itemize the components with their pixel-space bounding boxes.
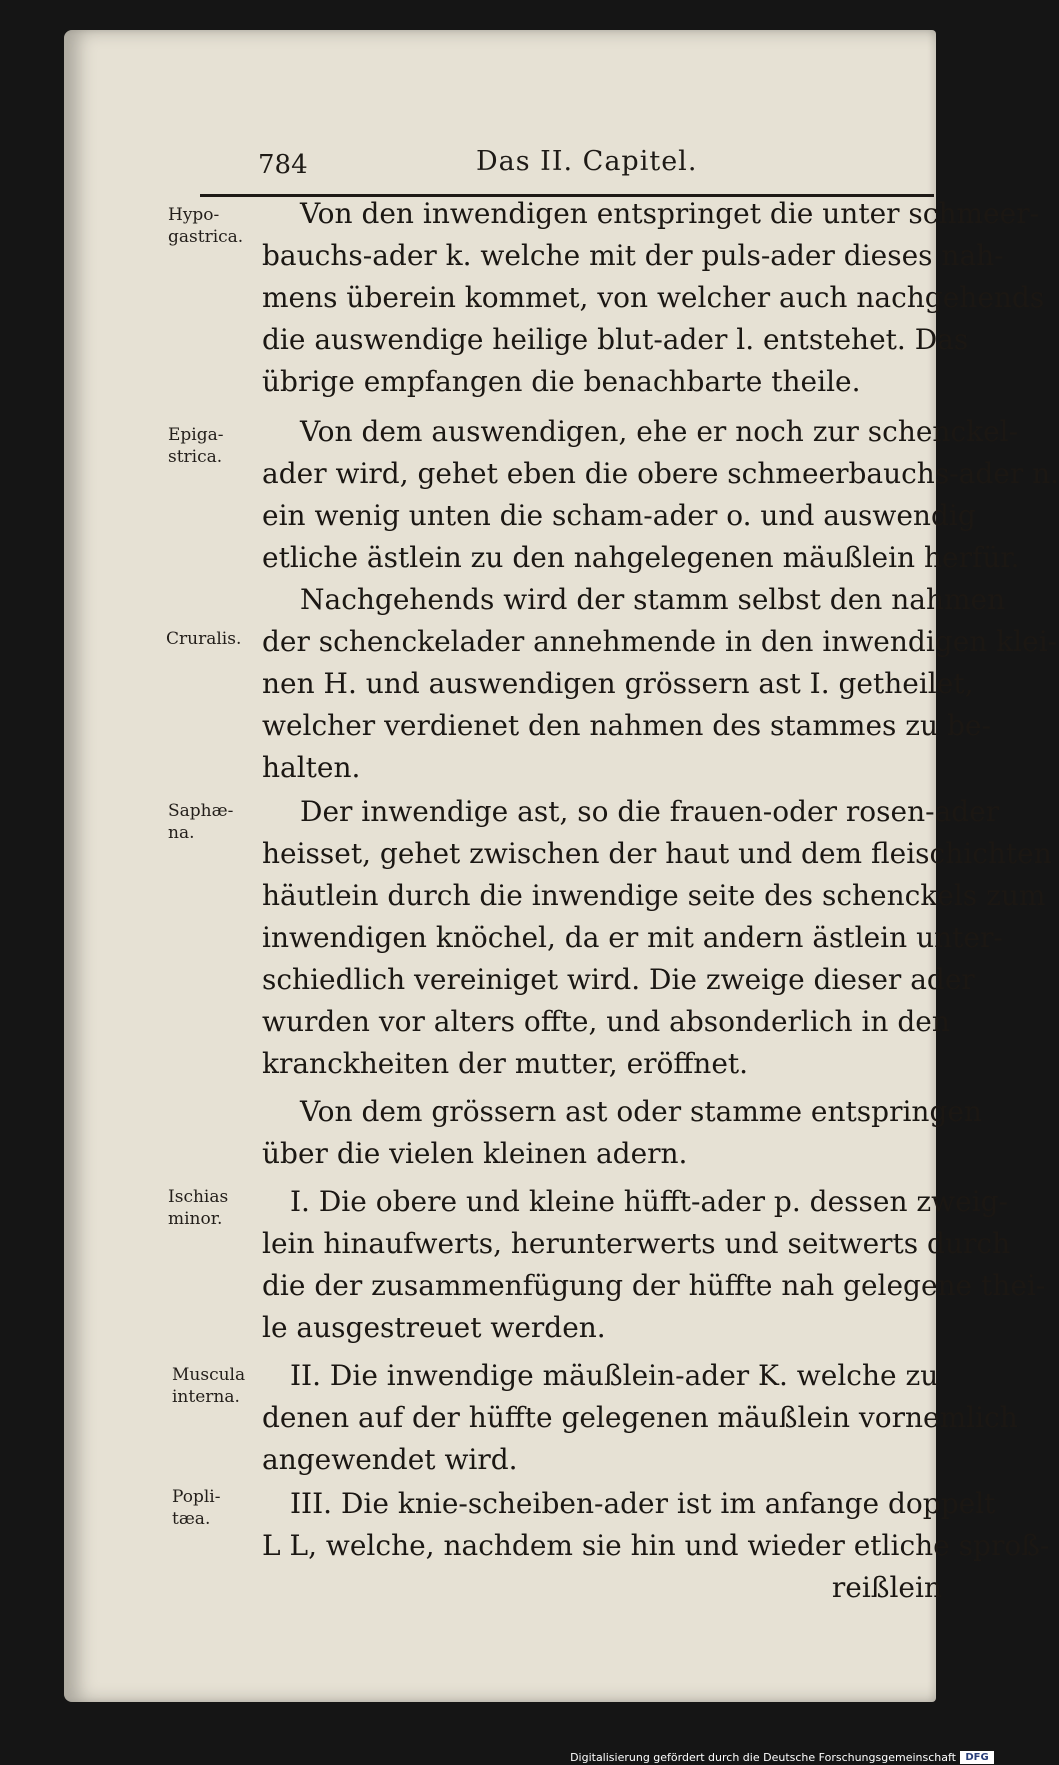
margin-note: Popli- tæa. <box>172 1487 221 1529</box>
catchword: reißlein <box>831 1571 942 1604</box>
margin-note: Epiga- strica. <box>168 425 224 467</box>
body-line: mens überein kommet, von welcher auch nachgehends <box>262 281 1045 314</box>
footer-credit: Digitalisierung gefördert durch die Deutsche Forschungsgemeinschaft <box>570 1751 956 1764</box>
body-line: le ausgestreuet werden. <box>262 1311 606 1344</box>
body-line: Der inwendige ast, so die frauen-oder rosen-ader <box>300 795 1000 828</box>
body-line: I. Die obere und kleine hüfft-ader p. dessen zweig- <box>290 1185 1009 1218</box>
footer-bar <box>0 1750 1000 1765</box>
page-number: 784 <box>258 150 308 180</box>
body-line: III. Die knie-scheiben-ader ist im anfange doppelt <box>290 1487 996 1520</box>
body-line: häutlein durch die inwendige seite des schenckels zum <box>262 879 1046 912</box>
body-line: II. Die inwendige mäußlein-ader K. welche zu <box>290 1359 939 1392</box>
body-line: kranckheiten der mutter, eröffnet. <box>262 1047 749 1080</box>
body-line: bauchs-ader k. welche mit der puls-ader dieses nah- <box>262 239 1004 272</box>
margin-note: Hypo- gastrica. <box>168 205 244 247</box>
body-line: Von dem auswendigen, ehe er noch zur schenckel- <box>300 415 1019 448</box>
body-line: denen auf der hüffte gelegenen mäußlein vornemlich <box>262 1401 1018 1434</box>
margin-note: Cruralis. <box>166 629 242 649</box>
body-line: wurden vor alters offte, und absonderlich in den <box>262 1005 950 1038</box>
body-line: L L, welche, nachdem sie hin und wieder etliche sproß- <box>262 1529 1050 1562</box>
body-line: halten. <box>262 751 361 784</box>
body-line: über die vielen kleinen adern. <box>262 1137 688 1170</box>
body-line: übrige empfangen die benachbarte theile. <box>262 365 861 398</box>
body-line: angewendet wird. <box>262 1443 518 1476</box>
margin-note: Muscula interna. <box>172 1365 246 1407</box>
body-line: inwendigen knöchel, da er mit andern ästlein unter- <box>262 921 1003 954</box>
body-line: die auswendige heilige blut-ader l. entstehet. Das <box>262 323 969 356</box>
margin-note: Ischias minor. <box>168 1187 229 1229</box>
body-line: etliche ästlein zu den nahgelegenen mäußlein herfür. <box>262 541 1020 574</box>
running-head: Das II. Capitel. <box>476 146 698 177</box>
margin-note: Saphæ- na. <box>168 801 234 843</box>
body-line: ader wird, gehet eben die obere schmeerbauchs-ader n. <box>262 457 1059 490</box>
body-line: der schenckelader annehmende in den inwendigen klei- <box>262 625 1058 658</box>
body-line: heisset, gehet zwischen der haut und dem fleischichten <box>262 837 1052 870</box>
page-header <box>196 122 928 180</box>
body-line: Von dem grössern ast oder stamme entspringen <box>300 1095 982 1128</box>
body-line: ein wenig unten die scham-ader o. und auswendig <box>262 499 976 532</box>
body-line: Nachgehends wird der stamm selbst den nahmen <box>300 583 1006 616</box>
body-line: lein hinaufwerts, herunterwerts und seitwerts durch <box>262 1227 1011 1260</box>
body-line: nen H. und auswendigen grössern ast I. getheilet, <box>262 667 974 700</box>
dfg-logo: DFG <box>960 1751 994 1764</box>
body-line: die der zusammenfügung der hüffte nah gelegene thei- <box>262 1269 1046 1302</box>
body-line: schiedlich vereiniget wird. Die zweige dieser ader <box>262 963 975 996</box>
body-line: Von den inwendigen entspringet die unter schmeer- <box>300 197 1040 230</box>
body-line: welcher verdienet den nahmen des stammes zu be- <box>262 709 991 742</box>
